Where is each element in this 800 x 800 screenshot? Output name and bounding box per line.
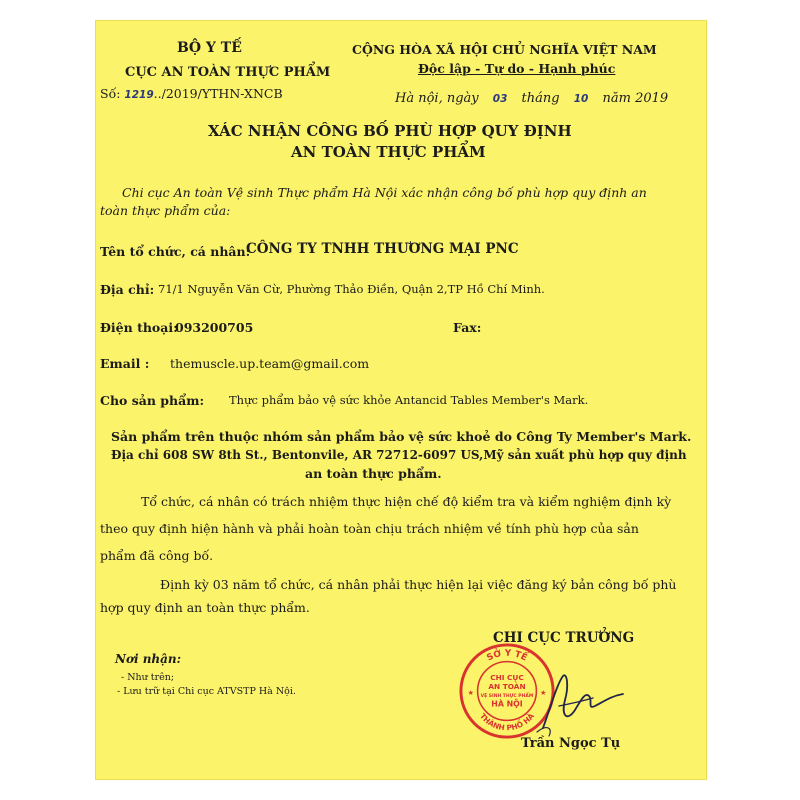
national-motto: Độc lập - Tự do - Hạnh phúc bbox=[418, 61, 616, 76]
phone-value: 093200705 bbox=[175, 320, 254, 335]
seal-line-3: VỆ SINH THỰC PHẨM bbox=[480, 693, 534, 699]
org-label: Tên tổ chức, cá nhân: bbox=[100, 244, 251, 259]
document-number: Số: 1219../2019/YTHN-XNCB bbox=[100, 86, 283, 101]
ministry-name: BỘ Y TẾ bbox=[177, 40, 242, 56]
product-value: Thực phẩm bảo vệ sức khỏe Antancid Tables Member's Mark. bbox=[229, 393, 589, 407]
responsibility-line-1: Tổ chức, cá nhân có trách nhiệm thực hiện chế độ kiểm tra và kiểm nghiệm định kỳ bbox=[141, 494, 672, 509]
issue-date bbox=[395, 91, 668, 107]
agency-name: CỤC AN TOÀN THỰC PHẨM bbox=[125, 65, 331, 80]
seal-line-1: CHI CỤC bbox=[490, 673, 524, 683]
republic-name: CỘNG HÒA XÃ HỘI CHỦ NGHĨA VIỆT NAM bbox=[352, 42, 657, 57]
document-title-line1: XÁC NHẬN CÔNG BỐ PHÙ HỢP QUY ĐỊNH bbox=[208, 122, 572, 140]
recipient-2: - Lưu trữ tại Chi cục ATVSTP Hà Nội. bbox=[117, 686, 296, 697]
period-line-2: hợp quy định an toàn thực phẩm. bbox=[100, 600, 310, 615]
signer-title: CHI CỤC TRƯỞNG bbox=[493, 630, 635, 646]
intro-line-2: toàn thực phẩm của: bbox=[100, 203, 231, 218]
seal-line-2: AN TOÀN bbox=[488, 682, 526, 692]
document-page bbox=[95, 20, 707, 780]
product-label: Cho sản phẩm: bbox=[100, 393, 205, 408]
org-value: CÔNG TY TNHH THƯƠNG MẠI PNC bbox=[246, 241, 519, 257]
group-line-1: Sản phẩm trên thuộc nhóm sản phẩm bảo vệ sức khoẻ do Công Ty Member's Mark. bbox=[111, 429, 692, 444]
date-month: 10 bbox=[573, 93, 589, 105]
date-place: Hà nội, ngày bbox=[395, 91, 479, 106]
recipient-1: - Như trên; bbox=[121, 672, 175, 683]
phone-label: Điện thoại: bbox=[100, 320, 178, 335]
email-label: Email : bbox=[100, 356, 150, 371]
seal-star-right: ★ bbox=[540, 688, 547, 697]
date-year: năm 2019 bbox=[602, 91, 669, 106]
responsibility-line-2: theo quy định hiện hành và phải hoàn toàn chịu trách nhiệm về tính phù hợp của sản bbox=[100, 521, 639, 536]
date-month-label: tháng bbox=[521, 91, 560, 106]
intro-line-1: Chi cục An toàn Vệ sinh Thực phẩm Hà Nội xác nhận công bố phù hợp quy định an bbox=[122, 185, 647, 200]
group-line-3: an toàn thực phẩm. bbox=[305, 466, 442, 481]
document-title-line2: AN TOÀN THỰC PHẨM bbox=[291, 143, 486, 161]
fax-label: Fax: bbox=[453, 320, 482, 335]
seal-top-text: SỞ Y TẾ bbox=[485, 648, 529, 664]
number-prefix: Số: bbox=[100, 86, 121, 101]
date-day: 03 bbox=[492, 93, 508, 105]
recipients-title: Nơi nhận: bbox=[115, 652, 182, 666]
address-value: 71/1 Nguyễn Văn Cừ, Phường Thảo Điền, Quận 2,TP Hồ Chí Minh. bbox=[158, 282, 545, 296]
address-label: Địa chỉ: bbox=[100, 282, 155, 297]
seal-bottom-text: THÀNH PHỐ HÀ bbox=[478, 711, 536, 733]
number-handwritten: 1219 bbox=[124, 89, 154, 101]
seal-star-left: ★ bbox=[467, 688, 474, 697]
responsibility-line-3: phẩm đã công bố. bbox=[100, 548, 214, 563]
seal-line-4: HÀ NỘI bbox=[491, 699, 523, 709]
group-line-2: Địa chỉ 608 SW 8th St., Bentonvile, AR 72712-6097 US,Mỹ sản xuất phù hợp quy định bbox=[111, 448, 687, 462]
signature bbox=[523, 666, 633, 738]
period-line-1: Định kỳ 03 năm tổ chức, cá nhân phải thực hiện lại việc đăng ký bản công bố phù bbox=[160, 577, 677, 592]
signer-name: Trần Ngọc Tụ bbox=[521, 736, 621, 751]
number-suffix: /2019/YTHN-XNCB bbox=[161, 86, 283, 101]
email-value: themuscle.up.team@gmail.com bbox=[170, 356, 370, 371]
